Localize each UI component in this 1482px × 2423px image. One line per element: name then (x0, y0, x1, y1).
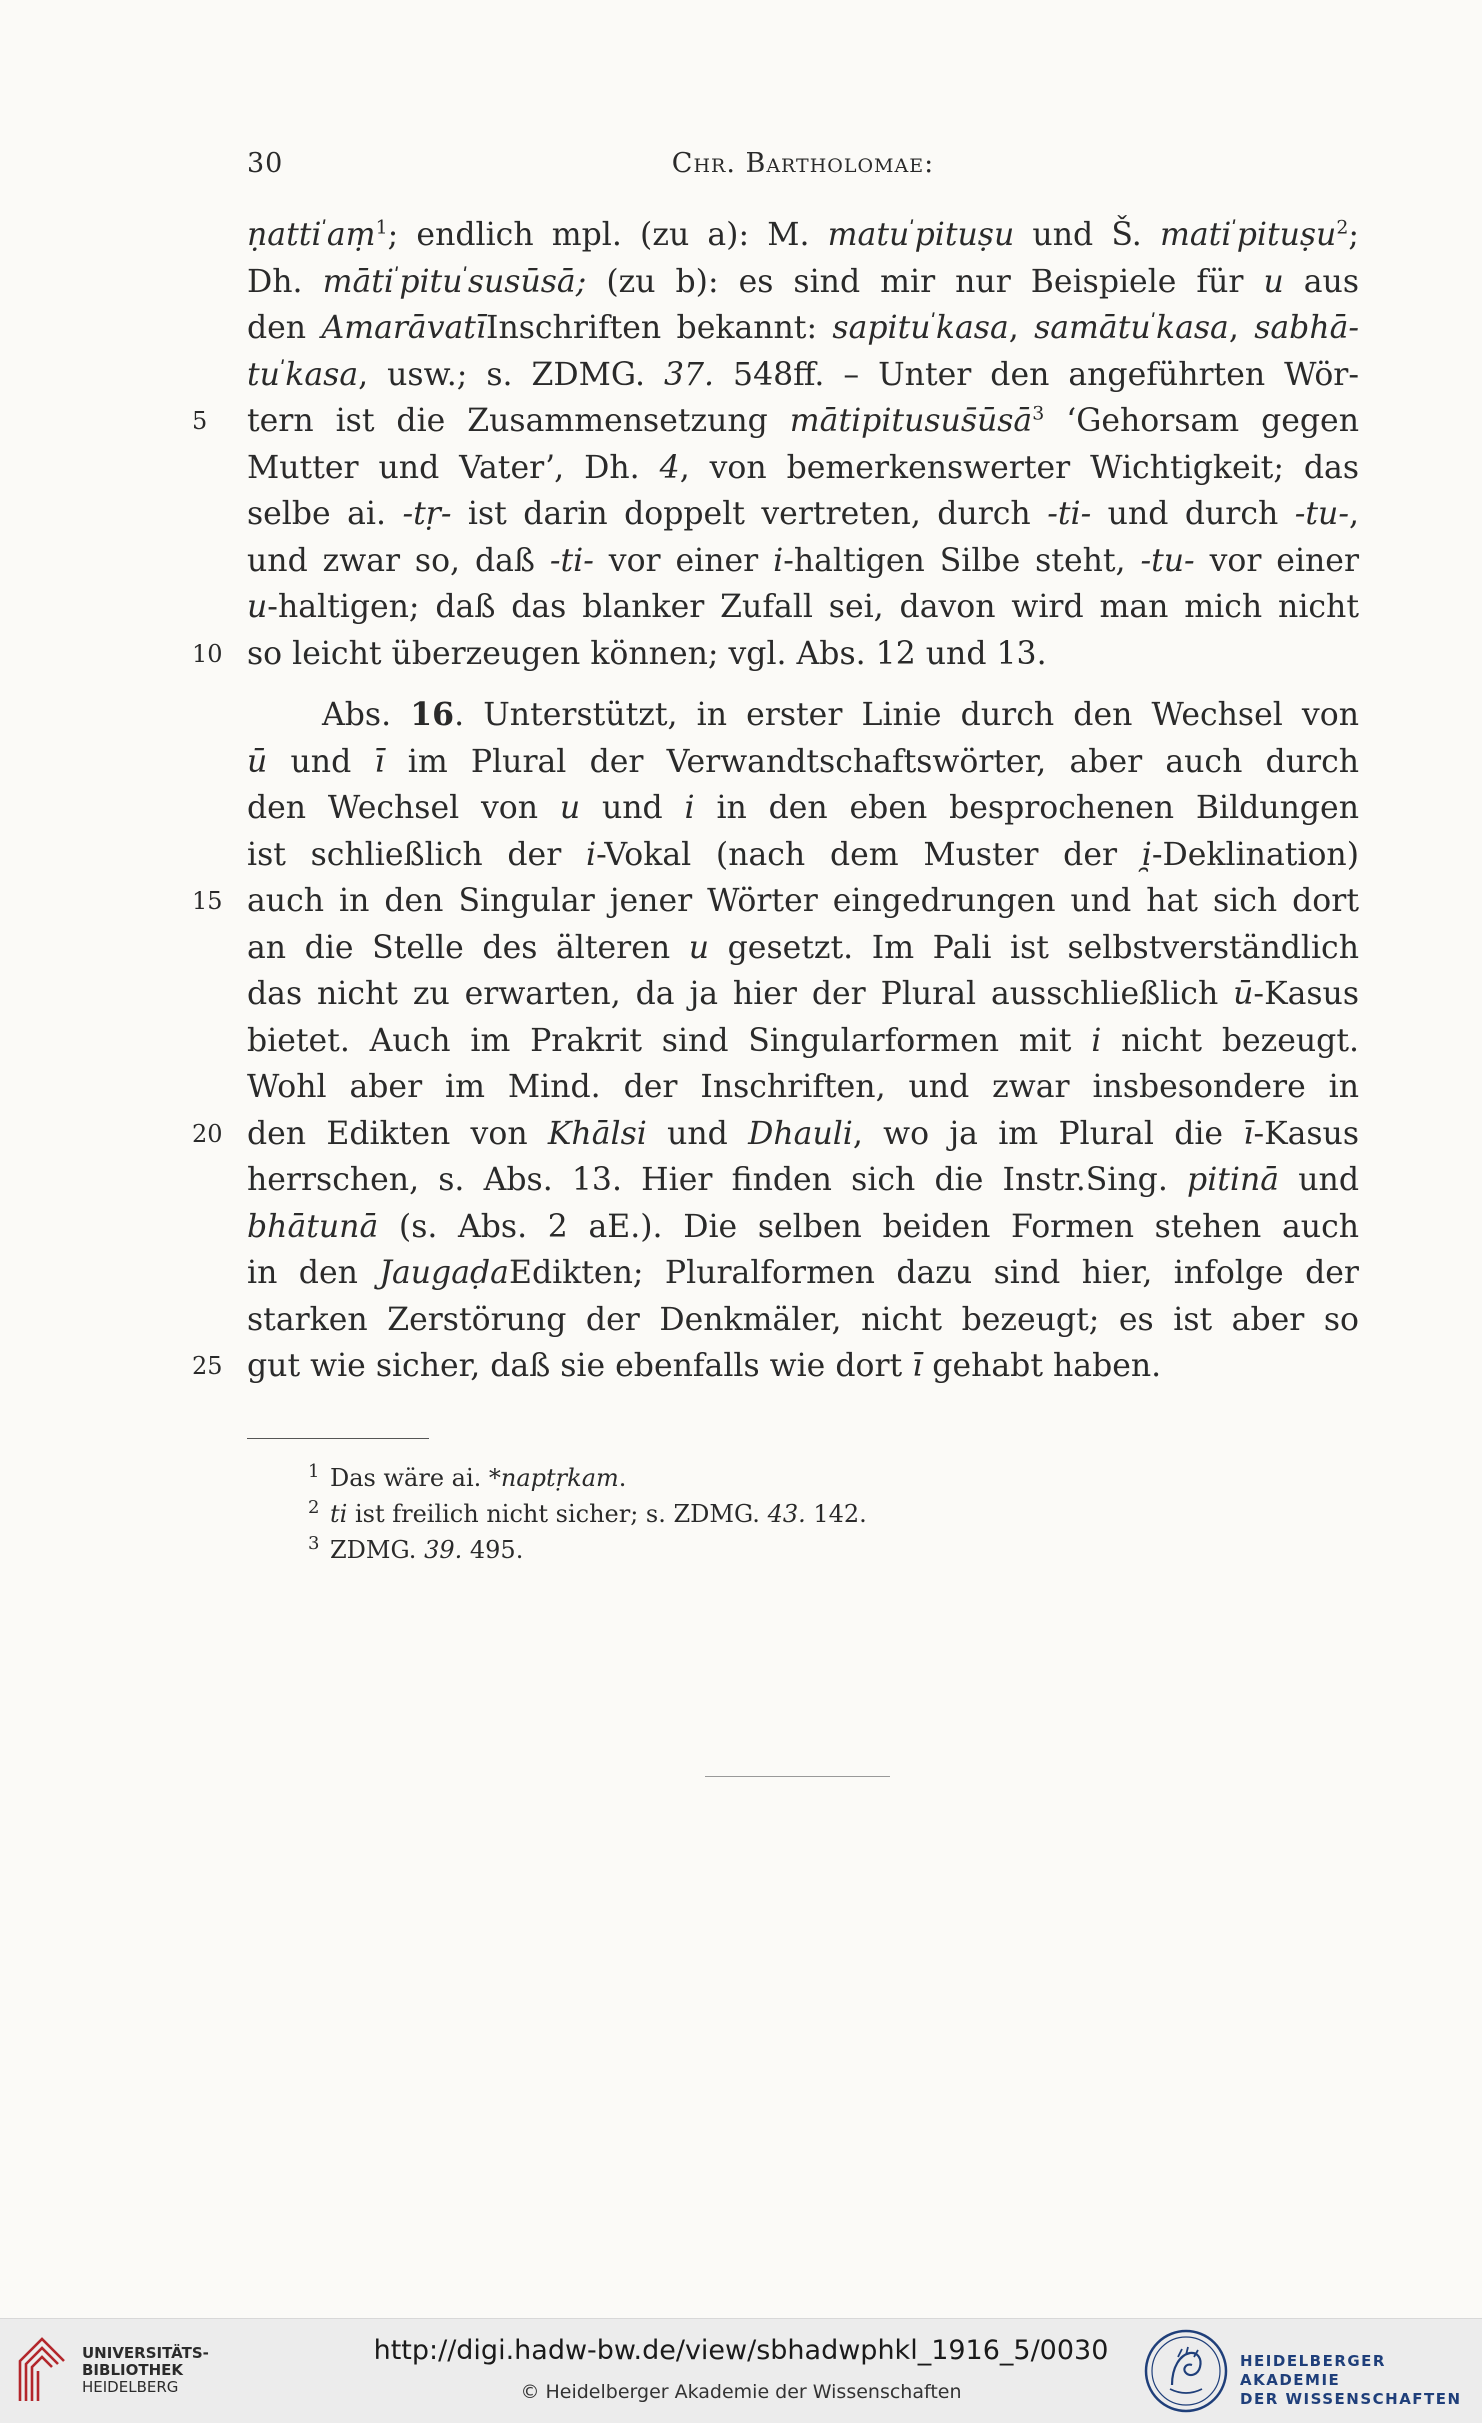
line-number: 20 (192, 1119, 223, 1148)
ub-line-3: HEIDELBERG (82, 2378, 179, 2396)
line-text: bhātunā (s. Abs. 2 aE.). Die selben beiden Formen stehen auch (247, 1208, 1359, 1245)
text-line (247, 259, 1359, 306)
text-line (247, 584, 1359, 631)
text-line (247, 445, 1359, 492)
footnote-2 (308, 1496, 867, 1532)
line-text: und zwar so, daß -ti- vor einer i-haltigen Silbe steht, -tu- vor einer (247, 542, 1360, 579)
ub-line-1: UNIVERSITÄTS- (82, 2344, 209, 2362)
page-header (247, 148, 1359, 198)
line-text: das nicht zu erwarten, da ja hier der Plural ausschließlich ū-Kasus (247, 976, 1359, 1012)
line-number: 25 (192, 1352, 223, 1380)
line-text: an die Stelle des älteren u gesetzt. Im Pali ist selbstverständlich (247, 929, 1359, 966)
line-text: selbe ai. -tṛ- ist darin doppelt vertreten, durch -ti- und durch -tu-, (247, 496, 1359, 532)
line-text: tern ist die Zusammensetzung mātipitusus̄ūsā$^3$ ʻGehorsam gegen (247, 402, 1359, 439)
footnote-mark: 3 (308, 1533, 320, 1554)
copyright-notice: © Heidelberger Akademie der Wissenschaften (520, 2381, 962, 2403)
text-line (247, 832, 1359, 879)
text-line (192, 398, 1359, 445)
text-line (247, 352, 1359, 399)
line-text: Wohl aber im Mind. der Inschriften, und zwar insbesondere in (247, 1069, 1359, 1105)
text-line (247, 538, 1359, 585)
line-text: den Wechsel von u und i in den eben besprochenen Bildungen (247, 790, 1359, 826)
line-text: $tu^ˈkasa$, usw.; s. ZDMG. 37. 548ff. – Unter den angeführten Wör- (247, 356, 1359, 393)
line-text: ū und ī im Plural der Verwandtschaftswörter, aber auch durch (247, 743, 1359, 780)
footnote-text: ti ist freilich nicht sicher; s. ZDMG. 43. 142. (330, 1500, 867, 1528)
text-line (192, 878, 1359, 925)
text-line (247, 1157, 1359, 1204)
line-text: Abs. 16. Unterstützt, in erster Linie durch den Wechsel von (322, 696, 1359, 733)
text-line (247, 925, 1359, 972)
footnote-3 (308, 1532, 524, 1568)
line-text: den Edikten von Khālsi und Dhauli, wo ja im Plural die ī-Kasus (247, 1115, 1360, 1152)
page-number: 30 (247, 148, 284, 179)
footnote-1 (308, 1460, 627, 1496)
line-text: ṇatti$^ˈ$aṃ$^1$; endlich mpl. (zu a): M. matu$^ˈ$pituṣu und Š. mati$^ˈ$pituṣu$^2$; (247, 216, 1359, 253)
line-text: u-haltigen; daß das blanker Zufall sei, davon wird man mich nicht (247, 589, 1359, 625)
footnote-text: Das wäre ai. *naptṛkam. (330, 1464, 627, 1492)
academy-name (1240, 2352, 1482, 2409)
running-head: Chr. Bartholomae: (671, 148, 935, 179)
text-line (247, 1018, 1359, 1065)
line-text: Dh. māti$^ˈ$pitu$^ˈ$susūsā; (zu b): es sind mir nur Beispiele für u aus (247, 263, 1359, 300)
line-text: so leicht überzeugen können; vgl. Abs. 12 und 13. (247, 635, 1047, 672)
text-line (247, 971, 1359, 1018)
line-number: 10 (192, 639, 223, 668)
line-text: den AmarāvatīInschriften bekannt: sapitu$^ˈ$kasa, samātu$^ˈ$kasa, sabhā- (247, 309, 1360, 346)
line-text: ist schließlich der i-Vokal (nach dem Muster der i̯-Deklination) (247, 836, 1359, 873)
text-line (247, 212, 1359, 259)
academy-line-2: DER WISSENSCHAFTEN (1240, 2390, 1462, 2408)
academy-line-1: HEIDELBERGER AKADEMIE (1240, 2352, 1386, 2389)
footnote-mark: 1 (308, 1461, 320, 1482)
line-text: in den JaugaḍaEdikten; Pluralformen dazu sind hier, infolge der (247, 1255, 1359, 1291)
academy-seal-icon (1142, 2327, 1230, 2415)
line-text: gut wie sicher, daß sie ebenfalls wie dort ī gehabt haben. (247, 1348, 1162, 1384)
footnote-mark: 2 (308, 1497, 320, 1518)
text-line (247, 1297, 1359, 1344)
text-line (192, 1343, 1359, 1390)
ub-line-2: BIBLIOTHEK (82, 2361, 183, 2379)
viewer-footer (0, 2318, 1482, 2423)
text-line (247, 1064, 1359, 1111)
line-number: 15 (192, 887, 223, 915)
page-url-link[interactable]: http://digi.hadw-bw.de/view/sbhadwphkl_1916_5/0030 (373, 2335, 1109, 2366)
line-text: Mutter und Vaterʼ, Dh. 4, von bemerkenswerter Wichtigkeit; das (247, 449, 1359, 486)
decorative-rule (705, 1776, 890, 1777)
line-text: herrschen, s. Abs. 13. Hier finden sich die Instr.Sing. pitinā und (247, 1162, 1359, 1198)
line-text: starken Zerstörung der Denkmäler, nicht bezeugt; es ist aber so (247, 1301, 1359, 1338)
text-line (247, 1250, 1359, 1297)
line-text: bietet. Auch im Prakrit sind Singularformen mit i nicht bezeugt. (247, 1022, 1359, 1059)
text-line (247, 305, 1359, 352)
line-number: 5 (192, 407, 208, 435)
line-text: auch in den Singular jener Wörter eingedrungen und hat sich dort (247, 883, 1359, 919)
text-line (247, 1204, 1359, 1251)
body-text (192, 212, 1360, 1390)
text-line (192, 1111, 1360, 1158)
footnote-text: ZDMG. 39. 495. (330, 1536, 524, 1564)
text-line (192, 631, 1359, 678)
text-line (247, 692, 1359, 739)
text-line (247, 785, 1359, 832)
text-line (247, 739, 1359, 786)
footnote-rule (247, 1438, 429, 1439)
text-line (247, 491, 1359, 538)
